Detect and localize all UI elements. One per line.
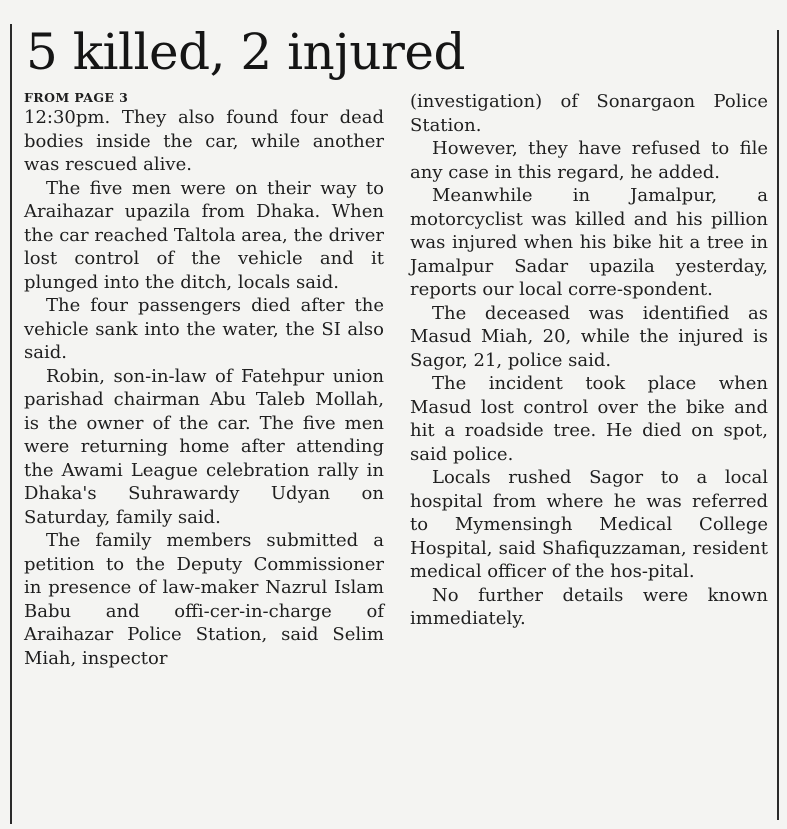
continuation-kicker: FROM PAGE 3	[24, 90, 129, 105]
paragraph: However, they have refused to file any case in this regard, he added.	[410, 138, 768, 183]
left-column-rule	[10, 24, 12, 824]
paragraph: The deceased was identified as Masud Miah, 20, while the injured is Sagor, 21, police said.	[410, 302, 768, 371]
left-column	[24, 90, 384, 670]
headline: 5 killed, 2 injured	[26, 23, 465, 81]
paragraph: Meanwhile in Jamalpur, a motorcyclist was killed and his pillion was injured when his bike hit a tree in Jamalpur Sadar upazila yesterday, reports our local corre-spondent.	[410, 185, 768, 300]
paragraph: Robin, son-in-law of Fatehpur union parishad chairman Abu Taleb Mollah, is the owner of the car. The five men were returning home after attending the Awami League celebration rally in Dhaka's Suhrawardy Udyan on Saturday, family said.	[24, 365, 384, 528]
right-column-rule	[777, 30, 779, 820]
paragraph: Locals rushed Sagor to a local hospital from where he was referred to Mymensingh Medical College Hospital, said Shafiquzzaman, resident medical officer of the hos-pital.	[410, 467, 768, 582]
paragraph: The four passengers died after the vehicle sank into the water, the SI also said.	[24, 295, 384, 363]
paragraph: The five men were on their way to Araihazar upazila from Dhaka. When the car reached Taltola area, the driver lost control of the vehicle and it plunged into the ditch, locals said.	[24, 177, 384, 293]
paragraph: The family members submitted a petition to the Deputy Commissioner in presence of law-maker Nazrul Islam Babu and offi-cer-in-charge of Araihazar Police Station, said Selim Miah, inspector	[24, 530, 384, 669]
paragraph: No further details were known immediately.	[410, 584, 768, 629]
paragraph: 12:30pm. They also found four dead bodies inside the car, while another was rescued alive.	[24, 107, 384, 175]
paragraph: The incident took place when Masud lost control over the bike and hit a roadside tree. He died on spot, said police.	[410, 373, 768, 465]
paragraph: (investigation) of Sonargaon Police Station.	[410, 91, 768, 136]
right-column	[410, 90, 768, 631]
